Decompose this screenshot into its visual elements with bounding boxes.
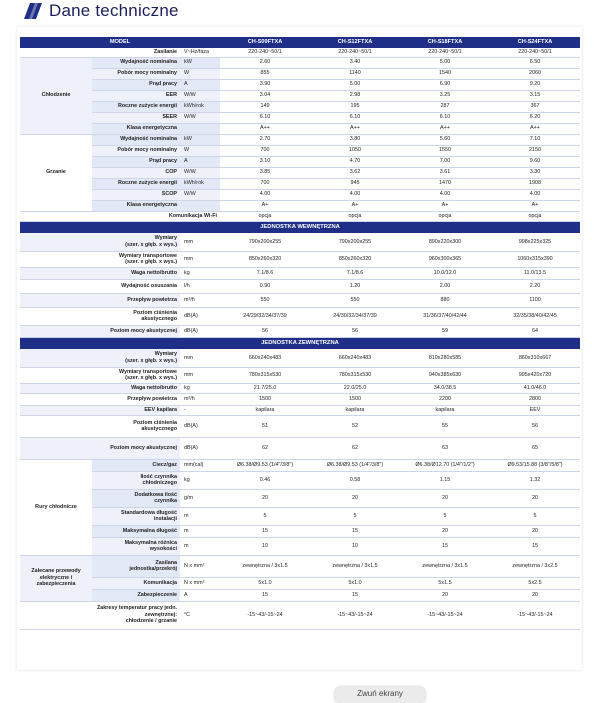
row-value: 31/36/37/40/42/44	[400, 307, 490, 325]
table-row	[20, 471, 580, 489]
model-name: CH-S09FTXA	[220, 37, 310, 48]
row-label: Wydajność nominalna	[92, 134, 180, 145]
row-value: 960x300x365	[400, 251, 490, 267]
row-value: A++	[400, 123, 490, 134]
row-unit: dB(A)	[180, 307, 220, 325]
row-label: Poziom mocy akustycznej	[20, 437, 180, 459]
row-label: COP	[92, 167, 180, 178]
row-value: 5x2.5	[490, 577, 580, 589]
wifi-row	[20, 211, 580, 221]
row-value: 5.00	[310, 79, 400, 90]
row-value: 20	[400, 489, 490, 507]
brand-slash-icon	[24, 3, 42, 19]
row-label: Waga netto/brutto	[20, 383, 180, 393]
section-title: JEDNOSTKA ZEWNĘTRZNA	[20, 337, 580, 349]
row-value: 6.20	[490, 112, 580, 123]
table-row	[20, 189, 580, 200]
row-label: Waga netto/brutto	[20, 267, 180, 279]
table-row	[20, 537, 580, 555]
table-row	[20, 156, 580, 167]
row-value: 3.04	[220, 90, 310, 101]
row-unit: kg	[180, 471, 220, 489]
row-label: Poziom ciśnienia akustycznego	[20, 415, 180, 437]
row-label: Wydajność osuszania	[20, 279, 180, 293]
row-value: 4.00	[310, 189, 400, 200]
row-value: 367	[490, 101, 580, 112]
row-unit: mm	[180, 367, 220, 383]
row-value: 51	[220, 415, 310, 437]
row-value: opcja	[400, 211, 490, 221]
row-label: Zabezpieczenie	[92, 589, 180, 601]
row-unit: kg	[180, 267, 220, 279]
row-value: 5	[400, 507, 490, 525]
row-value: 20	[490, 489, 580, 507]
row-unit: l/h	[180, 279, 220, 293]
row-label: Prąd pracy	[92, 156, 180, 167]
row-value: A++	[220, 123, 310, 134]
row-value: A+	[490, 200, 580, 211]
row-value: 20	[400, 589, 490, 601]
row-value: 660x240x483	[220, 349, 310, 367]
row-value: 220-240~50/1	[400, 48, 490, 57]
row-unit: kWh/rok	[180, 101, 220, 112]
row-unit: V~Hz/faza	[180, 48, 220, 57]
row-value: 24/30/32/34/37/39	[310, 307, 400, 325]
model-name: CH-S24FTXA	[490, 37, 580, 48]
row-value: 5	[490, 507, 580, 525]
row-value: 1.15	[400, 471, 490, 489]
row-value: 855	[220, 68, 310, 79]
row-label: Poziom ciśnienia akustycznego	[20, 307, 180, 325]
spec-table	[20, 37, 580, 630]
row-value: 850x260x320	[310, 251, 400, 267]
row-label: Maksymalna różnica wysokości	[92, 537, 180, 555]
row-label: SCOP	[92, 189, 180, 200]
row-unit: kW	[180, 57, 220, 68]
row-value: 0.46	[220, 471, 310, 489]
table-row	[20, 349, 580, 367]
row-label: EEV kapilara	[20, 405, 180, 415]
row-value: 24/29/32/34/37/39	[220, 307, 310, 325]
row-value: 1060x315x390	[490, 251, 580, 267]
row-value: 6.50	[490, 57, 580, 68]
row-unit: dB(A)	[180, 325, 220, 337]
row-label: Standardowa długość instalacji	[92, 507, 180, 525]
row-value: -15~43/-15~24	[490, 601, 580, 629]
row-value: Ø6.38/Ø12.70 (1/4"/1/2")	[400, 459, 490, 471]
row-value: kapilara	[310, 405, 400, 415]
row-label: Ciecz/gaz	[92, 459, 180, 471]
row-value: 63	[400, 437, 490, 459]
row-value: opcja	[220, 211, 310, 221]
row-unit: W/W	[180, 90, 220, 101]
row-value: 850x260x320	[220, 251, 310, 267]
row-value: 2.70	[220, 134, 310, 145]
row-value: 220-240~50/1	[490, 48, 580, 57]
row-value: 998x225x325	[490, 233, 580, 251]
row-value: opcja	[310, 211, 400, 221]
model-label: MODEL	[20, 37, 220, 48]
row-label: Ilość czynnika chłodniczego	[92, 471, 180, 489]
row-value: 995x420x720	[490, 367, 580, 383]
row-value: 7.00	[400, 156, 490, 167]
row-value: 149	[220, 101, 310, 112]
table-row	[20, 112, 580, 123]
table-row	[20, 68, 580, 79]
spec-panel	[17, 27, 582, 698]
page-title: Dane techniczne	[49, 1, 179, 20]
table-row	[20, 325, 580, 337]
table-row	[20, 101, 580, 112]
table-row	[20, 233, 580, 251]
row-value: 550	[220, 293, 310, 307]
supply-row	[20, 48, 580, 57]
row-label: Komunikacja Wi-Fi	[20, 211, 220, 221]
table-row	[20, 383, 580, 393]
row-label: Roczne zużycie energii	[92, 101, 180, 112]
row-value: 20	[220, 489, 310, 507]
row-value: 2.60	[220, 57, 310, 68]
row-value: 1540	[400, 68, 490, 79]
group-label: Rury chłodnicze	[20, 459, 92, 555]
row-unit: kWh/rok	[180, 178, 220, 189]
row-value: 64	[490, 325, 580, 337]
row-value: 5.00	[400, 57, 490, 68]
row-value: 3.15	[490, 90, 580, 101]
row-value: 20	[310, 489, 400, 507]
row-value: 3.62	[310, 167, 400, 178]
row-value: 220-240~50/1	[220, 48, 310, 57]
row-value: 3.25	[400, 90, 490, 101]
row-unit: W/W	[180, 167, 220, 178]
row-value: 2.00	[400, 279, 490, 293]
row-unit: A	[180, 589, 220, 601]
table-row	[20, 555, 580, 577]
row-value: 5.60	[400, 134, 490, 145]
row-value: 62	[310, 437, 400, 459]
row-value: zewnętrzna / 3x1.5	[220, 555, 310, 577]
row-value: zewnętrzna / 3x1.5	[310, 555, 400, 577]
row-value: 3.85	[220, 167, 310, 178]
row-value: 7.1/8.6	[220, 267, 310, 279]
row-label: Wydajność nominalna	[92, 57, 180, 68]
row-value: 790x200x255	[220, 233, 310, 251]
row-value: zewnętrzna / 3x1.5	[400, 555, 490, 577]
table-row	[20, 123, 580, 134]
row-value: -15~43/-15~24	[220, 601, 310, 629]
row-value: 1550	[400, 145, 490, 156]
table-row	[20, 79, 580, 90]
row-value: 1100	[490, 293, 580, 307]
row-value: 5x1.0	[310, 577, 400, 589]
row-label: Prąd pracy	[92, 79, 180, 90]
row-value: 6.90	[400, 79, 490, 90]
row-value: A++	[310, 123, 400, 134]
row-label: Maksymalna długość	[92, 525, 180, 537]
row-unit: W/W	[180, 189, 220, 200]
table-row	[20, 525, 580, 537]
row-value: 15	[310, 525, 400, 537]
row-value: A+	[400, 200, 490, 211]
page-header	[0, 0, 600, 22]
table-row	[20, 90, 580, 101]
row-label: Wymiary (szer. x głęb. x wys.)	[20, 233, 180, 251]
row-value: 20	[490, 525, 580, 537]
table-row	[20, 251, 580, 267]
table-row	[20, 200, 580, 211]
table-row	[20, 393, 580, 405]
table-row	[20, 279, 580, 293]
row-value: 220-240~50/1	[310, 48, 400, 57]
table-row	[20, 507, 580, 525]
table-row	[20, 167, 580, 178]
row-value: Ø9.53/15.88 (3/8"/5/8")	[490, 459, 580, 471]
row-value: 4.00	[400, 189, 490, 200]
row-value: -15~43/-15~24	[310, 601, 400, 629]
group-label: Zalecane przewody elektryczne i zabezpieczenia	[20, 555, 92, 601]
model-name: CH-S18FTXA	[400, 37, 490, 48]
row-value: 3.10	[220, 156, 310, 167]
row-value: 3.90	[220, 79, 310, 90]
row-unit: dB(A)	[180, 437, 220, 459]
row-value: 3.30	[490, 167, 580, 178]
row-value: 2800	[490, 393, 580, 405]
section-header	[20, 337, 580, 349]
table-row	[20, 589, 580, 601]
row-value: 5	[220, 507, 310, 525]
row-value: 6.10	[220, 112, 310, 123]
row-value: 1500	[220, 393, 310, 405]
row-value: 700	[220, 145, 310, 156]
table-row	[20, 405, 580, 415]
table-row	[20, 57, 580, 68]
row-label: Klasa energetyczna	[92, 200, 180, 211]
row-label: Poziom mocy akustycznej	[20, 325, 180, 337]
row-value: 945	[310, 178, 400, 189]
row-value: 790x200x255	[310, 233, 400, 251]
section-title: JEDNOSTKA WEWNĘTRZNA	[20, 221, 580, 233]
table-row	[20, 307, 580, 325]
row-label: Zasilanie	[20, 48, 180, 57]
row-value: 9.60	[490, 156, 580, 167]
row-value: 890x220x300	[400, 233, 490, 251]
row-unit: mm	[180, 233, 220, 251]
table-row	[20, 459, 580, 471]
row-value: 15	[310, 589, 400, 601]
row-value: 34.0/38.5	[400, 383, 490, 393]
row-value: kapilara	[220, 405, 310, 415]
row-value: 4.70	[310, 156, 400, 167]
row-value: 15	[400, 537, 490, 555]
row-value: 7.1/8.6	[310, 267, 400, 279]
row-label: Dodatkowa ilość czynnika	[92, 489, 180, 507]
row-value: 32/35/38/40/42/45	[490, 307, 580, 325]
row-value: 1500	[310, 393, 400, 405]
row-unit: m	[180, 525, 220, 537]
row-unit: N x mm²	[180, 555, 220, 577]
row-value: 56	[490, 415, 580, 437]
row-value: 780x315x530	[310, 367, 400, 383]
row-unit: m	[180, 507, 220, 525]
row-label: Przepływ powietrza	[20, 293, 180, 307]
table-row	[20, 267, 580, 279]
row-unit	[180, 123, 220, 134]
row-label: Wymiary transportowe (szer. x głęb. x wys.)	[20, 367, 180, 383]
row-label: Pobór mocy nominalny	[92, 68, 180, 79]
row-unit: mm(cal)	[180, 459, 220, 471]
scroll-indicator[interactable]: Zwuń ekrany	[335, 687, 425, 703]
row-value: 59	[400, 325, 490, 337]
table-row	[20, 134, 580, 145]
row-value: 810x280x585	[400, 349, 490, 367]
model-name: CH-S12FTXA	[310, 37, 400, 48]
row-value: 2.98	[310, 90, 400, 101]
table-row	[20, 489, 580, 507]
row-value: -15~43/-15~24	[400, 601, 490, 629]
row-unit: A	[180, 156, 220, 167]
row-unit: W/W	[180, 112, 220, 123]
table-header-row	[20, 37, 580, 48]
row-value: 860x310x667	[490, 349, 580, 367]
group-label: Grzanie	[20, 134, 92, 211]
row-value: 5	[310, 507, 400, 525]
row-value: A+	[310, 200, 400, 211]
row-value: 1050	[310, 145, 400, 156]
row-value: 11.0/13.5	[490, 267, 580, 279]
row-value: 2.20	[490, 279, 580, 293]
row-label: SEER	[92, 112, 180, 123]
row-label: Pobór mocy nominalny	[92, 145, 180, 156]
row-unit: mm	[180, 251, 220, 267]
row-value: 20	[490, 589, 580, 601]
row-value: 700	[220, 178, 310, 189]
row-unit	[180, 200, 220, 211]
row-label: Przepływ powietrza	[20, 393, 180, 405]
row-unit: g/m	[180, 489, 220, 507]
row-value: 65	[490, 437, 580, 459]
row-value: 3.61	[400, 167, 490, 178]
row-value: 0.58	[310, 471, 400, 489]
row-value: 5x1.0	[220, 577, 310, 589]
row-value: 10	[310, 537, 400, 555]
row-value: 4.00	[220, 189, 310, 200]
row-unit: m³/h	[180, 393, 220, 405]
row-value: 1140	[310, 68, 400, 79]
row-value: 10.0/12.0	[400, 267, 490, 279]
table-row	[20, 437, 580, 459]
row-value: 6.10	[400, 112, 490, 123]
row-label: Zasilana jednostka/przekrój	[92, 555, 180, 577]
row-unit: dB(A)	[180, 415, 220, 437]
table-row	[20, 367, 580, 383]
table-row	[20, 415, 580, 437]
row-value: 22.0/25.0	[310, 383, 400, 393]
table-row	[20, 178, 580, 189]
row-value: 1.20	[310, 279, 400, 293]
row-label: Zakresy temperatur pracy jedn. zewnętrznej: chłodzenie / grzanie	[20, 601, 180, 629]
row-value: 1470	[400, 178, 490, 189]
row-value: 9.20	[490, 79, 580, 90]
row-value: 1908	[490, 178, 580, 189]
row-value: 15	[220, 525, 310, 537]
row-value: 0.90	[220, 279, 310, 293]
row-unit: mm	[180, 349, 220, 367]
temp-row	[20, 601, 580, 629]
table-row	[20, 145, 580, 156]
row-unit: m	[180, 537, 220, 555]
row-unit: W	[180, 145, 220, 156]
row-value: 287	[400, 101, 490, 112]
row-value: 660x240x483	[310, 349, 400, 367]
row-value: zewnętrzna / 3x2.5	[490, 555, 580, 577]
row-value: 3.40	[310, 57, 400, 68]
row-value: 55	[400, 415, 490, 437]
row-value: 7.10	[490, 134, 580, 145]
row-value: opcja	[490, 211, 580, 221]
row-unit: kg	[180, 383, 220, 393]
row-label: EER	[92, 90, 180, 101]
row-label: Wymiary transportowe (szer. x głęb. x wys.)	[20, 251, 180, 267]
row-unit: m³/h	[180, 293, 220, 307]
row-unit: °C	[180, 601, 220, 629]
row-value: 6.10	[310, 112, 400, 123]
row-value: 4.00	[490, 189, 580, 200]
row-unit: A	[180, 79, 220, 90]
row-value: 21.7/25.0	[220, 383, 310, 393]
row-unit: kW	[180, 134, 220, 145]
row-label: Komunikacja	[92, 577, 180, 589]
row-value: 780x315x530	[220, 367, 310, 383]
row-value: 56	[310, 325, 400, 337]
row-value: A++	[490, 123, 580, 134]
row-value: Ø6.38/Ø9.53 (1/4"/3/8")	[310, 459, 400, 471]
row-value: 5x1.5	[400, 577, 490, 589]
row-value: 2060	[490, 68, 580, 79]
row-value: A+	[220, 200, 310, 211]
row-value: 62	[220, 437, 310, 459]
row-value: 56	[220, 325, 310, 337]
row-value: 550	[310, 293, 400, 307]
row-value: 15	[220, 589, 310, 601]
row-value: Ø6.38/Ø9.53 (1/4"/3/8")	[220, 459, 310, 471]
row-unit: W	[180, 68, 220, 79]
row-unit: N x mm²	[180, 577, 220, 589]
row-value: 195	[310, 101, 400, 112]
table-row	[20, 577, 580, 589]
row-label: Wymiary (szer. x głęb. x wys.)	[20, 349, 180, 367]
row-value: kapilara	[400, 405, 490, 415]
row-value: 20	[400, 525, 490, 537]
row-value: 2200	[400, 393, 490, 405]
row-value: 10	[220, 537, 310, 555]
row-value: 940x385x630	[400, 367, 490, 383]
row-value: 880	[400, 293, 490, 307]
row-unit: -	[180, 405, 220, 415]
row-value: 52	[310, 415, 400, 437]
row-label: Roczne zużycie energii	[92, 178, 180, 189]
row-value: EEV	[490, 405, 580, 415]
row-value: 3.80	[310, 134, 400, 145]
group-label: Chłodzenie	[20, 57, 92, 134]
row-value: 2150	[490, 145, 580, 156]
table-row	[20, 293, 580, 307]
row-value: 15	[490, 537, 580, 555]
row-value: 1.32	[490, 471, 580, 489]
row-value: 41.0/46.0	[490, 383, 580, 393]
row-label: Klasa energetyczna	[92, 123, 180, 134]
section-header	[20, 221, 580, 233]
